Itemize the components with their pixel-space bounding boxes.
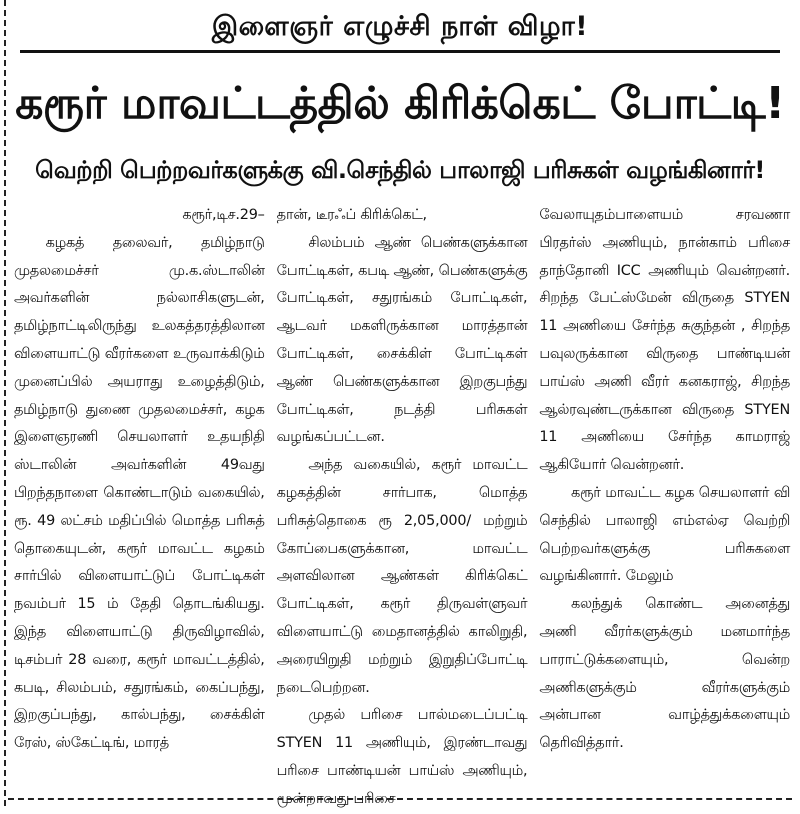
article-column-3 [539, 202, 790, 788]
article-column-2 [276, 202, 528, 807]
paragraph: சிலம்பம் ஆண் பெண்களுக்கான போட்டிகள், கபடி ஆண், பெண்களுக்கு போட்டிகள், சதுரங்கம் போட்டிகள், ஆடவர் மகளிருக்கான மாரத்தான் போட்டிகள், சைக்கிள் போட்டிகள் ஆண் பெண்களுக்கான இறகுபந்து போட்டிகள், நடத்தி பரிசுகள் வழங்கப்பட்டன. [276, 234, 528, 446]
dateline: கரூர்,டிச.29– [182, 207, 265, 223]
paragraph: அந்த வகையில், கரூர் மாவட்ட கழகத்தின் சார்பாக, மொத்த பரிசுத்தொகை ரூ 2,05,000/ மற்றும் கோப்பைகளுக்கான, மாவட்ட அளவிலான ஆண்கள் கிரிக்கெட் போட்டிகள், கரூர் திருவள்ளுவர் விளையாட்டு மைதானத்தில் காலிறுதி, அரையிறுதி மற்றும் இறுதிப்போட்டி நடைபெற்றன. [276, 457, 528, 696]
kicker-banner [20, 6, 780, 53]
article-column-1 [14, 202, 265, 788]
subheadline: வெற்றி பெற்றவர்களுக்கு வி.செந்தில் பாலாஜி பரிசுகள் வழங்கினார்! [35, 156, 765, 184]
paragraph: கரூர் மாவட்ட கழக செயலாளர் வி செந்தில் பாலாஜி எம்எல்ஏ வெற்றி பெற்றவர்களுக்கு பரிசுகளை வழங்கினார். மேலும் [539, 484, 791, 585]
headline: கரூர் மாவட்டத்தில் கிரிக்கெட் போட்டி! [15, 78, 785, 129]
left-dashed-border [4, 0, 6, 806]
article-body [14, 202, 791, 807]
paragraph: தான், டீரஃப் கிரிக்கெட், [276, 207, 427, 223]
paragraph: வேலாயுதம்பாளையம் சரவணா பிரதர்ஸ் அணியும், நான்காம் பரிசை தாந்தோனி ICC அணியும் வென்றனர். சிறந்த பேட்ஸ்மேன் விருதை STYEN 11 அணியை சேர்ந்த சுகுந்தன் , சிறந்த பவுலருக்கான விருதை பாண்டியன் பாய்ஸ் அணி வீரர் கனகராஜ், சிறந்த ஆல்ரவுண்டருக்கான விருதை STYEN 11 அணியை சேர்ந்த காமராஜ் ஆகியோர் வென்றனர். [539, 207, 791, 474]
paragraph: கழகத் தலைவர், தமிழ்நாடு முதலமைச்சர் மு.க.ஸ்டாலின் அவர்களின் நல்லாசிகளுடன், தமிழ்நாட்டிலிருந்து உலகத்தரத்திலான விளையாட்டு வீரர்களை உருவாக்கிடும் முனைப்பில் அயராது உழைத்திடும், தமிழ்நாடு துணை முதலமைச்சர், கழக இளைஞரணி செயலாளர் உதயநிதி ஸ்டாலின் அவர்களின் 49வது பிறந்தநாளை கொண்டாடும் வகையில், ரூ. 49 லட்சம் மதிப்பில் மொத்த பரிசுத் தொகையுடன், கரூர் மாவட்ட கழகம் சார்பில் விளையாட்டுப் போட்டிகள் நவம்பர் 15 ம் தேதி தொடங்கியது. இந்த விளையாட்டு திருவிழாவில், டிசம்பர் 28 வரை, கரூர் மாவட்டத்தில், கபடி, சிலம்பம், சதுரங்கம், கைப்பந்து, இறகுப்பந்து, கால்பந்து, சைக்கிள் ரேஸ், ஸ்கேட்டிங், மாரத் [14, 234, 265, 752]
kicker: இளைஞர் எழுச்சி நாள் விழா! [211, 10, 589, 42]
paragraph: கலந்துக் கொண்ட அனைத்து அணி வீரர்களுக்கும் மனமார்ந்த பாராட்டுக்களையும், வென்ற அணிகளுக்கும் வீரர்களுக்கும் அன்பான வாழ்த்துக்களையும் தெரிவித்தார். [539, 596, 791, 752]
paragraph: முதல் பரிசை பால்மடைப்பட்டி STYEN 11 அணியும், இரண்டாவது பரிசை பாண்டியன் பாய்ஸ் அணியும், மூன்றாவது பரிசை [276, 707, 528, 807]
bottom-dashed-border [8, 798, 792, 800]
